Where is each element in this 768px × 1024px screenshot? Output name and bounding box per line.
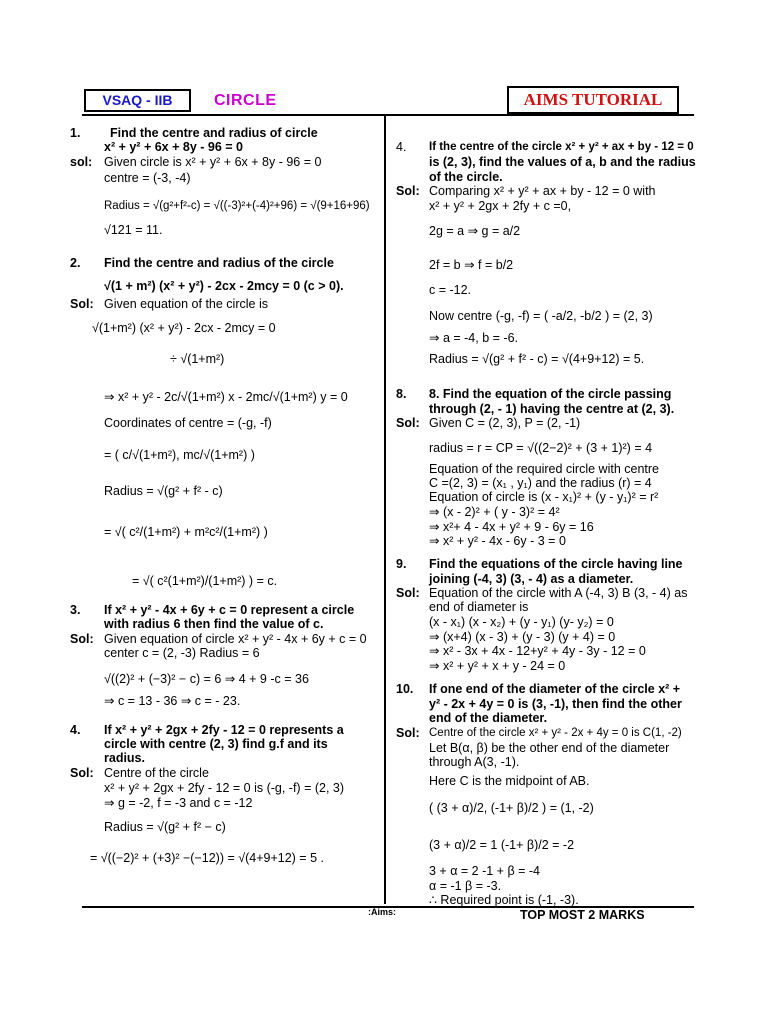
solution-line: ⇒ x² + y² - 4x - 6y - 3 = 0 bbox=[429, 534, 566, 548]
brand-box: AIMS TUTORIAL bbox=[507, 86, 679, 114]
solution-line: center c = (2, -3) Radius = 6 bbox=[104, 646, 260, 660]
question-text: Find the centre and radius of circle bbox=[110, 126, 318, 140]
question-number: 10. bbox=[396, 682, 414, 696]
solution-line: radius = r = CP = √((2−2)² + (3 + 1)²) = 4 bbox=[429, 441, 653, 455]
solution-label: sol: bbox=[70, 155, 93, 169]
solution-line: ⇒ x² + y² - 2c/√(1+m²) x - 2mc/√(1+m²) y = 0 bbox=[104, 390, 348, 404]
solution-line: ⇒ x² + y² + x + y - 24 = 0 bbox=[429, 659, 566, 673]
solution-line: √(1+m²) (x² + y²) - 2cx - 2mcy = 0 bbox=[92, 321, 276, 335]
question-number: 4. bbox=[70, 723, 81, 737]
question-text: If x² + y² + 2gx + 2fy - 12 = 0 represents a bbox=[104, 723, 344, 737]
question-text: 8. Find the equation of the circle passing bbox=[429, 387, 672, 401]
question-text: y² - 2x + 4y = 0 is (3, -1), then find the other bbox=[429, 697, 682, 711]
solution-label: Sol: bbox=[396, 726, 420, 740]
solution-line: ÷ √(1+m²) bbox=[170, 352, 225, 366]
solution-line: Radius = √(g² + f² - c) = √(4+9+12) = 5. bbox=[429, 352, 645, 366]
solution-line: centre = (-3, -4) bbox=[104, 171, 191, 185]
question-text: If the centre of the circle x² + y² + ax + by - 12 = 0 bbox=[429, 141, 694, 153]
solution-label: Sol: bbox=[70, 297, 94, 311]
solution-line: √((2)² + (−3)² − c) = 6 ⇒ 4 + 9 -c = 36 bbox=[104, 672, 309, 686]
solution-line: x² + y² + 2gx + 2fy - 12 = 0 is (-g, -f) = (2, 3) bbox=[104, 781, 345, 795]
solution-line: 2f = b ⇒ f = b/2 bbox=[429, 258, 514, 272]
question-text: If one end of the diameter of the circle x² + bbox=[429, 682, 681, 696]
question-text: If x² + y² - 4x + 6y + c = 0 represent a circle bbox=[104, 603, 355, 617]
question-text: joining (-4, 3) (3, - 4) as a diameter. bbox=[429, 572, 634, 586]
solution-line: Equation of circle is (x - x₁)² + (y - y₁)² = r² bbox=[429, 490, 659, 504]
column-divider bbox=[384, 114, 386, 904]
question-number: 1. bbox=[70, 126, 81, 140]
question-number: 3. bbox=[70, 603, 81, 617]
question-number: 9. bbox=[396, 557, 407, 571]
solution-line: Comparing x² + y² + ax + by - 12 = 0 with bbox=[429, 184, 656, 198]
solution-line: ⇒ (x - 2)² + ( y - 3)² = 4² bbox=[429, 505, 560, 519]
solution-line: ⇒ g = -2, f = -3 and c = -12 bbox=[104, 796, 253, 810]
solution-line: Given C = (2, 3), P = (2, -1) bbox=[429, 416, 581, 430]
solution-line: = ( c/√(1+m²), mc/√(1+m²) ) bbox=[104, 448, 255, 462]
question-text: end of the diameter. bbox=[429, 711, 548, 725]
solution-label: Sol: bbox=[70, 632, 94, 646]
footer-left: :Aims: bbox=[368, 907, 397, 917]
solution-line: C =(2, 3) = (x₁ , y₁) and the radius (r) = 4 bbox=[429, 476, 652, 490]
solution-line: = √( c²(1+m²)/(1+m²) ) = c. bbox=[132, 574, 278, 588]
question-number: 2. bbox=[70, 256, 81, 270]
solution-label: Sol: bbox=[396, 184, 420, 198]
solution-line: ( (3 + α)/2, (-1+ β)/2 ) = (1, -2) bbox=[429, 801, 594, 815]
solution-line: Centre of the circle x² + y² - 2x + 4y = 0 is C(1, -2) bbox=[429, 727, 682, 739]
question-text: Find the equations of the circle having line bbox=[429, 557, 683, 571]
question-text: radius. bbox=[104, 751, 145, 765]
solution-line: 2g = a ⇒ g = a/2 bbox=[429, 224, 521, 238]
solution-line: ⇒ a = -4, b = -6. bbox=[429, 331, 518, 345]
solution-line: 3 + α = 2 -1 + β = -4 bbox=[429, 864, 541, 878]
solution-line: √121 = 11. bbox=[104, 223, 163, 237]
solution-line: (x - x₁) (x - x₂) + (y - y₁) (y- y₂) = 0 bbox=[429, 615, 614, 629]
solution-line: Given equation of the circle is bbox=[104, 297, 268, 311]
solution-line: Radius = √(g²+f²-c) = √((-3)²+(-4)²+96) = √(9+16+96) bbox=[104, 200, 370, 212]
solution-label: Sol: bbox=[396, 586, 420, 600]
solution-line: Given circle is x² + y² + 6x + 8y - 96 = 0 bbox=[104, 155, 322, 169]
footer-right: TOP MOST 2 MARKS bbox=[520, 908, 645, 922]
question-text: is (2, 3), find the values of a, b and the radius bbox=[429, 155, 696, 169]
solution-line: Radius = √(g² + f² - c) bbox=[104, 484, 223, 498]
solution-line: end of diameter is bbox=[429, 600, 529, 614]
solution-line: = √((−2)² + (+3)² −(−12)) = √(4+9+12) = 5 . bbox=[90, 851, 324, 865]
section-tag: VSAQ - IIB bbox=[84, 89, 191, 112]
question-text: x² + y² + 6x + 8y - 96 = 0 bbox=[104, 140, 243, 154]
solution-line: (3 + α)/2 = 1 (-1+ β)/2 = -2 bbox=[429, 838, 575, 852]
solution-line: x² + y² + 2gx + 2fy + c =0, bbox=[429, 199, 572, 213]
solution-line: through A(3, -1). bbox=[429, 755, 520, 769]
header-rule bbox=[82, 114, 694, 116]
question-number: 8. bbox=[396, 387, 407, 401]
question-text: through (2, - 1) having the centre at (2, 3). bbox=[429, 402, 675, 416]
question-text: of the circle. bbox=[429, 170, 503, 184]
solution-line: ⇒ (x+4) (x - 3) + (y - 3) (y + 4) = 0 bbox=[429, 630, 616, 644]
solution-line: ⇒ x² - 3x + 4x - 12+y² + 4y - 3y - 12 = 0 bbox=[429, 644, 646, 658]
solution-line: Coordinates of centre = (-g, -f) bbox=[104, 416, 272, 430]
solution-line: Centre of the circle bbox=[104, 766, 209, 780]
solution-line: ⇒ x²+ 4 - 4x + y² + 9 - 6y = 16 bbox=[429, 520, 594, 534]
solution-line: Equation of the circle with A (-4, 3) B (3, - 4) as bbox=[429, 586, 688, 600]
question-text: circle with centre (2, 3) find g.f and its bbox=[104, 737, 328, 751]
question-text: Find the centre and radius of the circle bbox=[104, 256, 334, 270]
solution-line: α = -1 β = -3. bbox=[429, 879, 502, 893]
solution-line: = √( c²/(1+m²) + m²c²/(1+m²) ) bbox=[104, 525, 268, 539]
solution-line: c = -12. bbox=[429, 283, 472, 297]
question-text: with radius 6 then find the value of c. bbox=[104, 617, 324, 631]
solution-line: Given equation of circle x² + y² - 4x + 6y + c = 0 bbox=[104, 632, 367, 646]
solution-line: ∴ Required point is (-1, -3). bbox=[429, 893, 579, 907]
solution-line: Let B(α, β) be the other end of the diameter bbox=[429, 741, 670, 755]
solution-line: Now centre (-g, -f) = ( -a/2, -b/2 ) = (2, 3) bbox=[429, 309, 653, 323]
solution-line: Equation of the required circle with centre bbox=[429, 462, 659, 476]
solution-line: ⇒ c = 13 - 36 ⇒ c = - 23. bbox=[104, 694, 241, 708]
solution-label: Sol: bbox=[396, 416, 420, 430]
solution-label: Sol: bbox=[70, 766, 94, 780]
solution-line: Here C is the midpoint of AB. bbox=[429, 774, 590, 788]
question-number: 4. bbox=[396, 140, 407, 154]
question-text: √(1 + m²) (x² + y²) - 2cx - 2mcy = 0 (c > 0). bbox=[104, 279, 344, 293]
solution-line: Radius = √(g² + f² − c) bbox=[104, 820, 226, 834]
topic-title: CIRCLE bbox=[214, 92, 277, 109]
